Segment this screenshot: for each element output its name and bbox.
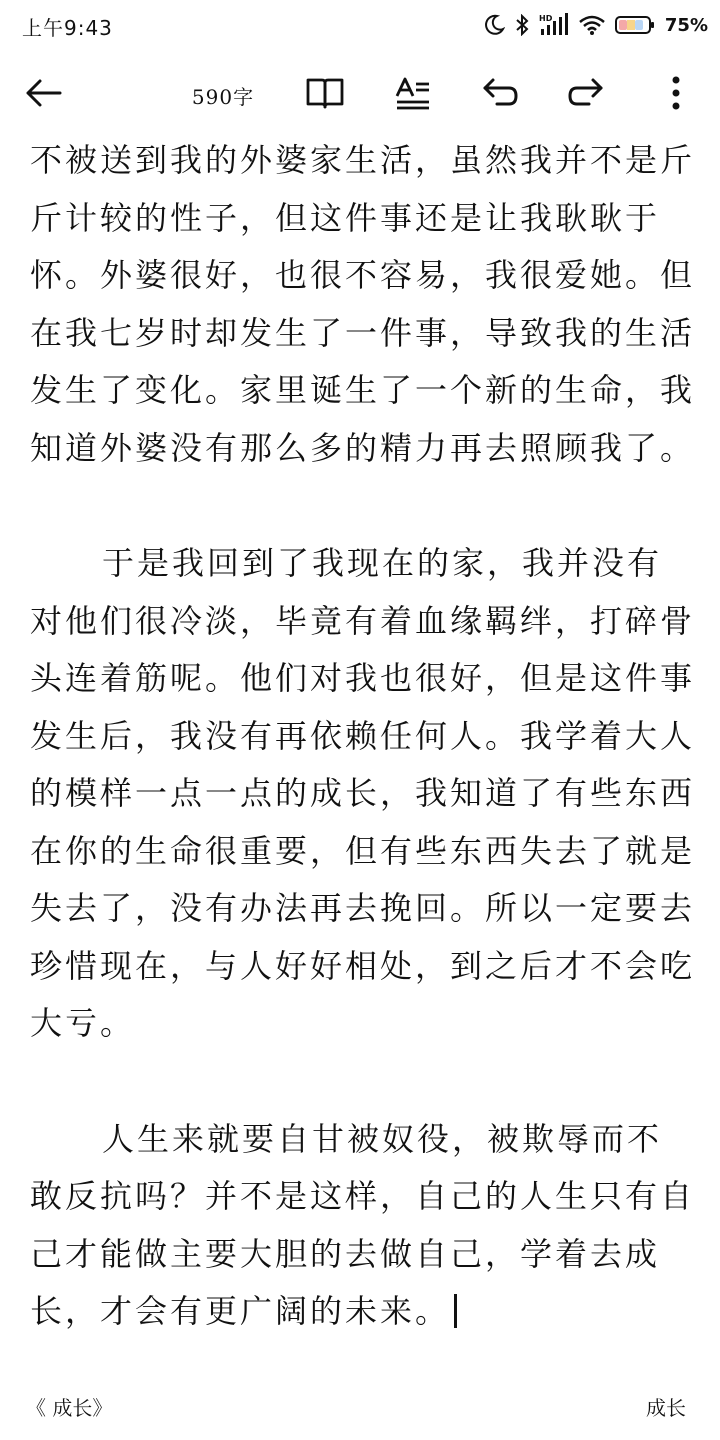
- paragraph-spacer: [30, 1053, 695, 1111]
- text-format-icon: [394, 76, 432, 114]
- more-vertical-icon: [671, 75, 681, 115]
- back-arrow-icon: [24, 78, 64, 112]
- paragraph-3: [30, 1111, 695, 1341]
- more-options-button[interactable]: [656, 66, 696, 124]
- paragraph-spacer: [30, 477, 695, 535]
- redo-button[interactable]: [564, 66, 610, 124]
- editor-toolbar: [0, 66, 720, 124]
- paragraph-3-text: 人生来就要自甘被奴役，被欺辱而不敢反抗吗？并不是这样，自己的人生只有自己才能做主要大胆的去做自己，学着去成长，才会有更广阔的未来。: [30, 1119, 696, 1330]
- paragraph-2: 于是我回到了我现在的家，我并没有对他们很冷淡，毕竟有着血缘羁绊，打碎骨头连着筋呢。他们对我也很好，但是这件事发生后，我没有再依赖任何人。我学着大人的模样一点一点的成长，我知道了有些东西在你的生命很重要，但有些东西失去了就是失去了，没有办法再去挽回。所以一定要去珍惜现在，与人好好相处，到之后才不会吃大亏。: [30, 544, 696, 1042]
- wifi-icon: [579, 14, 605, 36]
- text-format-button[interactable]: [390, 66, 436, 124]
- back-button[interactable]: [18, 66, 70, 124]
- svg-text:HD: HD: [538, 14, 553, 23]
- book-button[interactable]: [302, 66, 348, 124]
- status-time: 上午9:43: [22, 16, 113, 40]
- bluetooth-icon: [515, 14, 529, 36]
- redo-icon: [567, 76, 607, 114]
- document-body[interactable]: [30, 132, 695, 1341]
- text-cursor: [454, 1294, 457, 1328]
- hd-signal-icon: [539, 13, 569, 37]
- battery-percent: 75%: [664, 14, 708, 36]
- paragraph-1: 不被送到我的外婆家生活，虽然我并不是斤斤计较的性子，但这件事还是让我耿耿于怀。外婆很好，也很不容易，我很爱她。但在我七岁时却发生了一件事，导致我的生活发生了变化。家里诞生了一个新的生命，我知道外婆没有那么多的精力再去照顾我了。: [30, 141, 696, 467]
- book-title: 《 成长》: [26, 1396, 113, 1420]
- book-icon: [306, 76, 344, 114]
- word-count: 590字: [191, 84, 255, 109]
- chapter-title: 成长: [646, 1396, 686, 1420]
- battery-icon: [615, 14, 655, 36]
- undo-icon: [479, 76, 519, 114]
- undo-button[interactable]: [476, 66, 522, 124]
- moon-icon: [483, 14, 505, 36]
- status-bar: [0, 0, 720, 50]
- status-icons: [483, 10, 708, 40]
